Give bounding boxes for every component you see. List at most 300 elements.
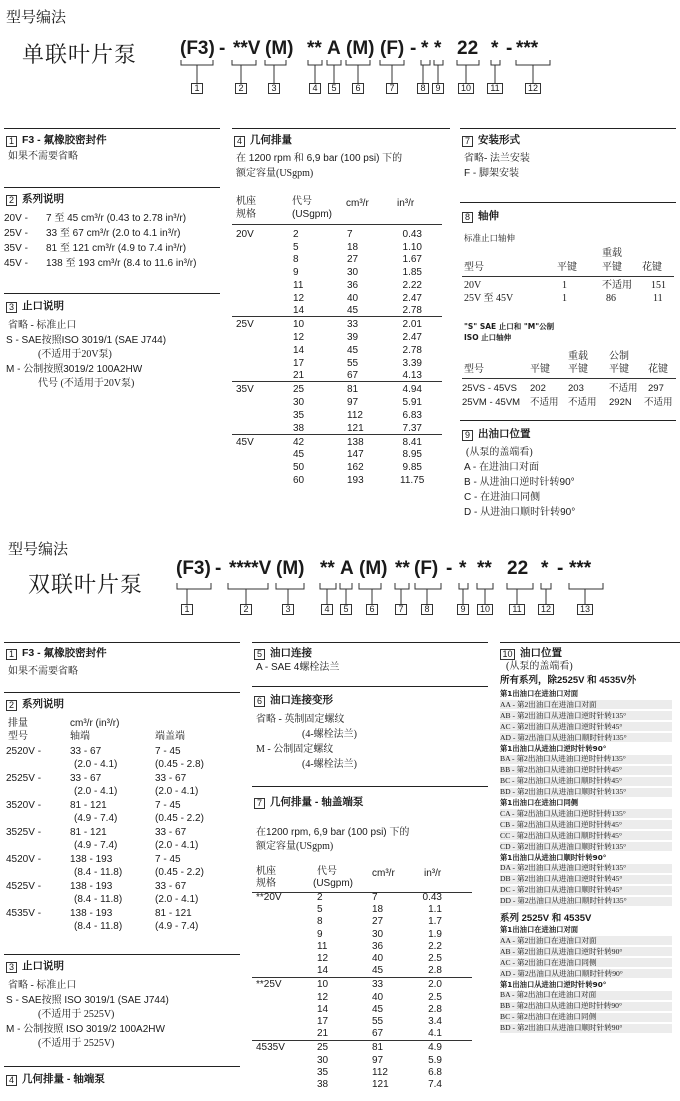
shaft-end-range: 81 - 121 bbox=[70, 827, 107, 838]
in3-value: 0.43 bbox=[402, 229, 422, 240]
outlet-option: BB - 第2出油口从进油口逆时针转90° bbox=[500, 1001, 623, 1011]
in3-value: 3.4 bbox=[428, 1016, 442, 1027]
in3-value: 1.10 bbox=[402, 241, 422, 253]
flow-code: 5 bbox=[317, 904, 323, 916]
displacement-intro: 额定容量(USgpm) bbox=[236, 168, 314, 179]
code-part: (F) bbox=[380, 38, 405, 59]
code-part: - bbox=[215, 558, 222, 579]
table-rule bbox=[232, 224, 442, 225]
code-part: (M) bbox=[276, 558, 305, 579]
cm3-value: 36 bbox=[372, 940, 384, 952]
section-title: 油口连接变形 bbox=[270, 694, 333, 706]
outlet-option: DB - 第2出油口从进油口逆时针转45° bbox=[500, 874, 623, 884]
section-number: 2 bbox=[6, 700, 17, 711]
cm3-value: 18 bbox=[372, 904, 384, 916]
single-title: 单联叶片泵 bbox=[22, 43, 138, 68]
shaft-end-range-in: (2.0 - 4.1) bbox=[74, 786, 118, 797]
double-heading: 型号编法 bbox=[8, 542, 69, 558]
shaft-cell: 不适用 bbox=[644, 398, 673, 408]
in3-value: 1.1 bbox=[428, 904, 442, 916]
outlet-line: (从泵的盖端看) bbox=[466, 447, 533, 458]
single-section-9-header bbox=[462, 426, 531, 441]
section-number: 10 bbox=[500, 649, 515, 660]
outlet-group-head: 第1出油口从进油口逆时针转90° bbox=[500, 743, 607, 753]
series-header: 排量 bbox=[8, 718, 28, 729]
col-header: 规格 bbox=[236, 209, 256, 220]
cm3-value: 121 bbox=[347, 422, 364, 434]
outlet-group-head: 第1出油口在进油口对面 bbox=[500, 689, 579, 698]
code-box-number: 5 bbox=[340, 604, 352, 615]
code-box-number: 3 bbox=[282, 604, 294, 615]
code-part: - bbox=[219, 38, 226, 59]
series-code: 25V - bbox=[4, 228, 28, 239]
shaft-cell: 292N bbox=[609, 397, 632, 408]
shaft-note: ISO 止口轴伸 bbox=[464, 333, 512, 342]
pilot-line: (不适用于 2525V) bbox=[38, 1009, 115, 1020]
code-box-number: 10 bbox=[458, 83, 474, 94]
series-code: 20V - bbox=[4, 213, 28, 224]
flow-code: 2 bbox=[293, 229, 299, 240]
shaft-end-range-in: (8.4 - 11.8) bbox=[74, 894, 123, 905]
code-part: ** bbox=[477, 558, 492, 579]
shaft-header: 型号 bbox=[464, 364, 484, 375]
section-title: F3 - 氟橡胶密封件 bbox=[22, 647, 107, 659]
flow-code: 35 bbox=[317, 1066, 329, 1078]
cm3-value: 45 bbox=[372, 1003, 384, 1015]
shaft-cell: 203 bbox=[568, 383, 584, 394]
section-title: 几何排量 - 轴盖端泵 bbox=[270, 796, 364, 808]
cm3-value: 40 bbox=[372, 953, 384, 964]
section-number: 8 bbox=[462, 212, 473, 223]
flow-code: 17 bbox=[293, 357, 305, 369]
col-header: 规格 bbox=[256, 878, 276, 889]
flow-code: 12 bbox=[317, 953, 329, 964]
flow-code: 42 bbox=[293, 436, 305, 448]
col-header: 机座 bbox=[256, 866, 276, 877]
shaft-header: 花键 bbox=[648, 364, 668, 375]
section-divider bbox=[460, 420, 676, 421]
section-divider bbox=[500, 642, 680, 643]
single-section-2-header bbox=[6, 191, 64, 206]
cm3-value: 55 bbox=[347, 357, 359, 369]
cm3-value: 81 bbox=[372, 1042, 384, 1054]
col-header: 代号 bbox=[292, 196, 312, 207]
cover-end-range: 7 - 45 bbox=[155, 800, 181, 811]
shaft-end-range-in: (8.4 - 11.8) bbox=[74, 867, 123, 878]
section-number: 1 bbox=[6, 649, 17, 660]
shaft-end-range: 33 - 67 bbox=[70, 746, 102, 757]
cm3-value: 27 bbox=[347, 254, 359, 266]
outlet-group-head: 第1出油口从进油口逆时针转90° bbox=[500, 979, 607, 989]
code-part: (F3) bbox=[176, 558, 211, 579]
in3-value: 4.13 bbox=[402, 370, 422, 382]
shaft-cell: 202 bbox=[530, 383, 546, 394]
code-box-number: 2 bbox=[240, 604, 252, 615]
code-box-number: 13 bbox=[577, 604, 593, 615]
section-title: F3 - 氟橡胶密封件 bbox=[22, 134, 107, 146]
cover-end-range-in: (2.0 - 4.1) bbox=[155, 894, 199, 905]
code-box-number: 4 bbox=[321, 604, 333, 615]
code-box-number: 11 bbox=[509, 604, 525, 615]
col-header: (USgpm) bbox=[313, 878, 354, 889]
double-s1-note: 如果不需要省略 bbox=[8, 666, 78, 677]
outlet-group-head: 第1出油口从进油口顺时针转90° bbox=[500, 852, 607, 862]
table-rule bbox=[252, 1040, 472, 1041]
code-part: ** bbox=[320, 558, 335, 579]
single-heading: 型号编法 bbox=[6, 10, 67, 26]
code-part: (M) bbox=[359, 558, 388, 579]
code-box-number: 11 bbox=[487, 83, 503, 94]
in3-value: 2.2 bbox=[428, 940, 442, 952]
section-number: 3 bbox=[6, 962, 17, 973]
port-mod-line: M - 公制固定螺纹 bbox=[256, 744, 334, 755]
cover-end-range: 7 - 45 bbox=[155, 746, 181, 757]
pilot-line: S - SAE按照ISO 3019/1 (SAE J744) bbox=[6, 335, 167, 346]
flow-code: 14 bbox=[317, 965, 329, 977]
outlet-option: CC - 第2出油口从进油口顺时针转45° bbox=[500, 830, 623, 840]
cover-end-range-in: (2.0 - 4.1) bbox=[155, 786, 199, 797]
pilot-line: M - 公制按照3019/2 100A2HW bbox=[6, 364, 143, 375]
outlet-option: BC - 第2出油口在进油口同侧 bbox=[500, 1012, 597, 1022]
cover-end-range: 33 - 67 bbox=[155, 827, 187, 838]
shaft-cell: 86 bbox=[606, 293, 616, 304]
in3-value: 8.41 bbox=[402, 436, 422, 448]
section-title: 安装形式 bbox=[478, 134, 520, 146]
flow-code: 38 bbox=[317, 1079, 329, 1090]
flow-code: 10 bbox=[293, 319, 305, 331]
flow-code: 45 bbox=[293, 449, 305, 461]
series-code: 3520V - bbox=[6, 800, 42, 811]
col-header: cm³/r bbox=[346, 198, 369, 209]
shaft-end-range: 138 - 193 bbox=[70, 908, 113, 919]
frame-size: 25V bbox=[236, 319, 254, 331]
mounting-line: F - 脚架安装 bbox=[464, 168, 519, 179]
section-divider bbox=[252, 642, 488, 643]
frame-size: 4535V bbox=[256, 1042, 285, 1054]
outlet-option: CA - 第2出油口从进油口逆时针转135° bbox=[500, 808, 626, 818]
shaft-cell: 不适用 bbox=[530, 398, 559, 408]
in3-value: 2.0 bbox=[428, 979, 442, 991]
series-code: 4535V - bbox=[6, 908, 42, 919]
flow-code: 11 bbox=[317, 940, 328, 952]
code-box-number: 4 bbox=[309, 83, 321, 94]
cover-end-range-in: (4.9 - 7.4) bbox=[155, 921, 199, 932]
series-range: 7 至 45 cm³/r (0.43 to 2.78 in³/r) bbox=[46, 213, 187, 224]
code-box-number: 7 bbox=[386, 83, 398, 94]
shaft-header: 重载 bbox=[568, 351, 588, 362]
table-rule bbox=[232, 434, 442, 435]
section-number: 7 bbox=[462, 136, 473, 147]
cm3-value: 40 bbox=[347, 292, 359, 304]
outlet-option: AC - 第2出油口从进油口逆时针转45° bbox=[500, 721, 623, 731]
code-box-number: 6 bbox=[366, 604, 378, 615]
section-divider bbox=[252, 786, 488, 787]
double-section-6-header bbox=[254, 692, 333, 707]
code-box-number: 9 bbox=[457, 604, 469, 615]
flow-code: 12 bbox=[317, 991, 329, 1003]
code-box-number: 12 bbox=[525, 83, 541, 94]
shaft-header: 平键 bbox=[602, 262, 622, 273]
section-number: 3 bbox=[6, 302, 17, 313]
shaft-end-range-in: (8.4 - 11.8) bbox=[74, 921, 123, 932]
section-divider bbox=[252, 686, 488, 687]
outlet-line: B - 从进油口逆时针转90° bbox=[464, 477, 575, 488]
cm3-value: 30 bbox=[347, 267, 359, 279]
port-mod-line: (4-螺栓法兰) bbox=[302, 729, 357, 740]
cm3-value: 97 bbox=[372, 1054, 384, 1066]
single-section-7-header bbox=[462, 132, 520, 147]
cover-end-range-in: (2.0 - 4.1) bbox=[155, 840, 199, 851]
in3-value: 2.47 bbox=[402, 292, 422, 304]
cm3-value: 67 bbox=[372, 1028, 384, 1040]
series-code: 4525V - bbox=[6, 881, 42, 892]
outlet-option: BA - 第2出油口在进油口对面 bbox=[500, 990, 597, 1000]
shaft-end-range-in: (4.9 - 7.4) bbox=[74, 813, 118, 824]
code-box-number: 7 bbox=[395, 604, 407, 615]
outlet-option: AA - 第2出油口在进油口对面 bbox=[500, 699, 597, 709]
single-section-8-header bbox=[462, 208, 499, 223]
frame-size: **20V bbox=[256, 892, 282, 903]
code-part: *** bbox=[516, 38, 539, 59]
shaft-cell: 1 bbox=[562, 293, 567, 304]
in3-value: 1.85 bbox=[402, 267, 422, 279]
flow-code: 9 bbox=[293, 267, 299, 279]
section-divider bbox=[4, 642, 240, 643]
port-mod-line: (4-螺栓法兰) bbox=[302, 759, 357, 770]
code-part: A bbox=[327, 38, 341, 59]
outlet-note: 所有系列，除2525V 和 4535V外 bbox=[500, 675, 637, 686]
section-divider bbox=[460, 202, 676, 203]
section-divider bbox=[460, 128, 676, 129]
single-s1-note: 如果不需要省略 bbox=[8, 151, 78, 162]
in3-value: 2.22 bbox=[402, 279, 422, 291]
section-divider bbox=[4, 293, 220, 294]
table-rule bbox=[232, 381, 442, 382]
in3-value: 1.9 bbox=[428, 928, 442, 940]
double-section-4-header bbox=[6, 1071, 105, 1086]
flow-code: 12 bbox=[293, 292, 305, 304]
outlet-option: AB - 第2出油口从进油口逆时针转135° bbox=[500, 710, 627, 720]
code-part: * bbox=[459, 558, 467, 579]
section-number: 4 bbox=[6, 1075, 17, 1086]
outlet-option: AD - 第2出油口从进油口顺时针转135° bbox=[500, 732, 627, 742]
outlet-option: BA - 第2出油口从进油口逆时针转135° bbox=[500, 754, 626, 764]
outlet-option: AC - 第2出油口在进油口同侧 bbox=[500, 957, 597, 967]
series-header: 轴端 bbox=[70, 731, 90, 742]
outlet-line: A - 在进油口对面 bbox=[464, 462, 540, 473]
outlet-group-head: 第1出油口在进油口同侧 bbox=[500, 798, 579, 807]
mounting-line: 省略- 法兰安装 bbox=[464, 153, 530, 164]
flow-code: 14 bbox=[317, 1003, 329, 1015]
outlet-note: (从泵的盖端看) bbox=[506, 661, 573, 672]
cm3-value: 18 bbox=[347, 241, 359, 253]
in3-value: 6.83 bbox=[402, 409, 422, 421]
cm3-value: 45 bbox=[347, 344, 359, 356]
double-section-3-header bbox=[6, 958, 64, 973]
cm3-value: 193 bbox=[347, 474, 364, 486]
in3-value: 11.75 bbox=[400, 474, 425, 486]
in3-value: 2.01 bbox=[402, 319, 422, 331]
section-number: 9 bbox=[462, 430, 473, 441]
outlet-option: AD - 第2出油口从进油口顺时针转90° bbox=[500, 968, 623, 978]
pilot-line: M - 公制按照 ISO 3019/2 100A2HW bbox=[6, 1024, 165, 1035]
shaft-cell: 不适用 bbox=[609, 384, 638, 394]
section-title: 油口位置 bbox=[520, 647, 562, 659]
section-title: 止口说明 bbox=[22, 300, 64, 312]
section-title: 系列说明 bbox=[22, 193, 64, 205]
code-part: * bbox=[421, 38, 429, 59]
table-rule bbox=[462, 276, 674, 277]
col-header: 机座 bbox=[236, 196, 256, 207]
series-code: 3525V - bbox=[6, 827, 42, 838]
shaft-header: 平键 bbox=[568, 364, 588, 375]
section-title: 系列说明 bbox=[22, 698, 64, 710]
flow-code: 5 bbox=[293, 241, 299, 253]
section-divider bbox=[4, 692, 240, 693]
in3-value: 4.9 bbox=[428, 1042, 442, 1054]
in3-value: 5.91 bbox=[402, 397, 422, 409]
shaft-cell: 25VS - 45VS bbox=[462, 383, 517, 394]
cover-end-range: 33 - 67 bbox=[155, 881, 187, 892]
cm3-value: 33 bbox=[347, 319, 359, 331]
outlet-option: DD - 第2出油口从进油口顺时针转135° bbox=[500, 896, 627, 906]
cm3-value: 67 bbox=[347, 370, 359, 382]
code-part: **V bbox=[233, 38, 261, 59]
port-line: A - SAE 4螺栓法兰 bbox=[256, 662, 340, 673]
cm3-value: 138 bbox=[347, 436, 364, 448]
shaft-subtitle: 标准止口轴伸 bbox=[464, 233, 516, 243]
single-section-1-header bbox=[6, 132, 107, 147]
cm3-value: 7 bbox=[347, 229, 353, 240]
in3-value: 4.1 bbox=[428, 1028, 442, 1040]
double-section-10-header bbox=[500, 645, 562, 660]
section-title: 油口连接 bbox=[270, 647, 312, 659]
col-header: in³/r bbox=[424, 868, 442, 879]
cm3-value: 33 bbox=[372, 979, 384, 991]
cm3-value: 27 bbox=[372, 916, 384, 928]
displacement-intro: 在 1200 rpm 和 6,9 bar (100 psi) 下的 bbox=[236, 153, 403, 164]
cm3-value: 81 bbox=[347, 384, 359, 396]
shaft-cell: 297 bbox=[648, 383, 664, 394]
shaft-header: 公制 bbox=[609, 351, 629, 362]
outlet-option: BC - 第2出油口从进油口顺时针转45° bbox=[500, 776, 623, 786]
code-part: ** bbox=[395, 558, 410, 579]
frame-size: 20V bbox=[236, 229, 254, 240]
code-part: 22 bbox=[457, 38, 479, 59]
flow-code: 50 bbox=[293, 462, 305, 474]
section-divider bbox=[4, 187, 220, 188]
shaft-header: 花键 bbox=[642, 262, 662, 273]
code-part: 22 bbox=[507, 558, 529, 579]
flow-code: 35 bbox=[293, 409, 305, 421]
cm3-value: 112 bbox=[372, 1066, 388, 1078]
cm3-value: 45 bbox=[347, 305, 359, 317]
cm3-value: 40 bbox=[372, 991, 384, 1003]
in3-value: 4.94 bbox=[402, 384, 422, 396]
code-box-number: 2 bbox=[235, 83, 247, 94]
col-header: cm³/r bbox=[372, 868, 395, 879]
single-section-4-header bbox=[234, 132, 292, 147]
cover-end-range: 81 - 121 bbox=[155, 908, 192, 919]
code-part: (M) bbox=[265, 38, 294, 59]
outlet-option: CD - 第2出油口从进油口顺时针转135° bbox=[500, 841, 627, 851]
series-code: 2525V - bbox=[6, 773, 42, 784]
shaft-cell: 不适用 bbox=[602, 280, 632, 291]
code-box-number: 1 bbox=[191, 83, 203, 94]
section-title: 轴伸 bbox=[478, 210, 499, 222]
displacement-intro: 在1200 rpm, 6,9 bar (100 psi) 下的 bbox=[256, 827, 410, 838]
outlet-option: DA - 第2出油口从进油口逆时针转135° bbox=[500, 863, 627, 873]
code-part: (F3) bbox=[180, 38, 215, 59]
outlet-option: BB - 第2出油口从进油口逆时针转45° bbox=[500, 765, 623, 775]
pilot-line: S - SAE按照 ISO 3019/1 (SAE J744) bbox=[6, 995, 169, 1006]
displacement-intro: 额定容量(USgpm) bbox=[256, 841, 334, 852]
in3-value: 9.85 bbox=[402, 462, 422, 474]
flow-code: 25 bbox=[317, 1042, 329, 1054]
cm3-value: 112 bbox=[347, 409, 363, 421]
section-divider bbox=[232, 128, 450, 129]
flow-code: 60 bbox=[293, 474, 305, 486]
cm3-value: 45 bbox=[372, 965, 384, 977]
shaft-cell: 不适用 bbox=[568, 398, 597, 408]
code-part: - bbox=[446, 558, 453, 579]
series-code: 4520V - bbox=[6, 854, 42, 865]
in3-value: 2.8 bbox=[428, 965, 442, 977]
flow-code: 8 bbox=[293, 254, 299, 266]
flow-code: 11 bbox=[293, 279, 304, 291]
series-code: 35V - bbox=[4, 243, 28, 254]
series-header: cm³/r (in³/r) bbox=[70, 718, 120, 729]
in3-value: 0.43 bbox=[422, 892, 442, 903]
series-header: 端盖端 bbox=[155, 731, 185, 742]
flow-code: 14 bbox=[293, 344, 305, 356]
code-box-number: 9 bbox=[432, 83, 444, 94]
shaft-end-range: 81 - 121 bbox=[70, 800, 107, 811]
code-box-number: 8 bbox=[417, 83, 429, 94]
in3-value: 2.5 bbox=[428, 991, 442, 1003]
code-part: - bbox=[410, 38, 417, 59]
double-section-2-header bbox=[6, 696, 64, 711]
section-title: 止口说明 bbox=[22, 960, 64, 972]
code-box-number: 1 bbox=[181, 604, 193, 615]
shaft-end-range: 33 - 67 bbox=[70, 773, 102, 784]
outlet-option: AA - 第2出油口在进油口对面 bbox=[500, 935, 597, 945]
code-part: * bbox=[434, 38, 442, 59]
in3-value: 2.47 bbox=[402, 332, 422, 344]
in3-value: 1.7 bbox=[428, 916, 442, 928]
outlet-series-head: 系列 2525V 和 4535V bbox=[500, 913, 592, 924]
flow-code: 30 bbox=[317, 1054, 329, 1066]
code-part: - bbox=[557, 558, 564, 579]
flow-code: 21 bbox=[317, 1028, 329, 1040]
shaft-header: 平键 bbox=[609, 364, 629, 375]
code-part: - bbox=[506, 38, 513, 59]
frame-size: **25V bbox=[256, 979, 282, 991]
section-title: 出油口位置 bbox=[478, 428, 531, 440]
code-part: * bbox=[491, 38, 499, 59]
series-range: 138 至 193 cm³/r (8.4 to 11.6 in³/r) bbox=[46, 258, 197, 269]
in3-value: 2.78 bbox=[402, 344, 422, 356]
cover-end-range-in: (0.45 - 2.8) bbox=[155, 759, 204, 770]
pilot-line: 省略 - 标准止口 bbox=[8, 980, 77, 991]
in3-value: 3.39 bbox=[402, 357, 422, 369]
section-title: 几何排量 - 轴端泵 bbox=[22, 1073, 105, 1085]
table-rule bbox=[232, 316, 442, 317]
code-box-number: 3 bbox=[268, 83, 280, 94]
in3-value: 8.95 bbox=[402, 449, 422, 461]
shaft-cell: 25VM - 45VM bbox=[462, 397, 521, 408]
code-part: (F) bbox=[414, 558, 439, 579]
